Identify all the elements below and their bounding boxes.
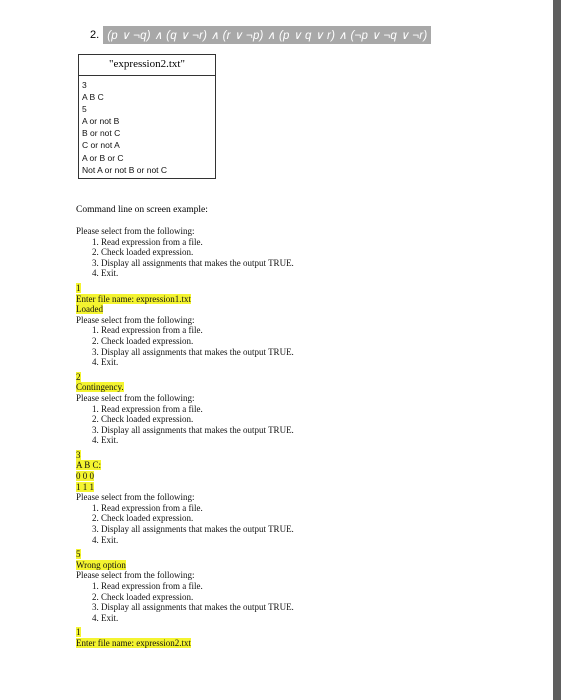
file-contents-box <box>78 54 216 179</box>
menu-option: 4. Exit. <box>92 357 119 368</box>
menu-option: 4. Exit. <box>92 435 119 446</box>
menu-option: 2. Check loaded expression. <box>92 513 194 524</box>
file-line: C or not A <box>82 140 120 151</box>
menu-option: 4. Exit. <box>92 534 119 545</box>
file-line: A B C <box>82 92 104 103</box>
user-input: 1 <box>76 627 81 638</box>
menu-option: 1. Read expression from a file. <box>92 403 203 414</box>
output-line: Enter file name: expression2.txt <box>76 637 191 648</box>
output-line: Loaded <box>76 304 103 315</box>
example-caption: Command line on screen example: <box>76 205 208 215</box>
output-line: 1 1 1 <box>76 481 94 492</box>
file-line: A or B or C <box>82 152 124 163</box>
menu-option: 1. Read expression from a file. <box>92 236 203 247</box>
output-line: Enter file name: expression1.txt <box>76 293 191 304</box>
file-line: 5 <box>82 104 87 115</box>
file-line: A or not B <box>82 116 120 127</box>
menu-option: 2. Check loaded expression. <box>92 335 194 346</box>
menu-option: 3. Display all assignments that makes the output TRUE. <box>92 602 294 613</box>
file-line: Not A or not B or not C <box>82 164 168 175</box>
menu-option: 1. Read expression from a file. <box>92 502 203 513</box>
menu-option: 1. Read expression from a file. <box>92 325 203 336</box>
menu-option: 4. Exit. <box>92 268 119 279</box>
file-line: 3 <box>82 80 87 90</box>
menu-prompt: Please select from the following: <box>76 570 195 581</box>
menu-option: 4. Exit. <box>92 612 119 623</box>
output-line: Contingency. <box>76 382 124 393</box>
menu-prompt: Please select from the following: <box>76 492 195 503</box>
file-line: B or not C <box>82 128 121 139</box>
menu-option: 2. Check loaded expression. <box>92 414 194 425</box>
file-lines <box>79 76 215 178</box>
menu-option: 3. Display all assignments that makes the output TRUE. <box>92 524 294 535</box>
menu-prompt: Please select from the following: <box>76 226 195 236</box>
command-line-transcript <box>76 226 376 649</box>
menu-prompt: Please select from the following: <box>76 392 195 403</box>
expression-row <box>90 26 431 44</box>
menu-option: 2. Check loaded expression. <box>92 247 194 258</box>
user-input: 3 <box>76 449 81 460</box>
menu-option: 3. Display all assignments that makes the output TRUE. <box>92 346 294 357</box>
user-input: 1 <box>76 282 81 293</box>
window-scrollbar[interactable] <box>553 0 561 700</box>
user-input: 2 <box>76 371 81 382</box>
user-input: 5 <box>76 549 81 560</box>
menu-option: 3. Display all assignments that makes the output TRUE. <box>92 257 294 268</box>
menu-option: 3. Display all assignments that makes the output TRUE. <box>92 424 294 435</box>
output-line: Wrong option <box>76 559 126 570</box>
file-box-title: "expression2.txt" <box>79 55 215 76</box>
expression-number: 2. <box>90 29 100 41</box>
menu-option: 1. Read expression from a file. <box>92 581 203 591</box>
menu-prompt: Please select from the following: <box>76 314 195 325</box>
output-line: A B C: <box>76 460 102 471</box>
menu-option: 2. Check loaded expression. <box>92 591 194 602</box>
expression-formula: (p ∨ ¬q) ∧ (q ∨ ¬r) ∧ (r ∨ ¬p) ∧ (p ∨ q ∨ r) ∧ (¬p ∨ ¬q ∨ ¬r) <box>103 26 431 44</box>
output-line: 0 0 0 <box>76 471 94 482</box>
